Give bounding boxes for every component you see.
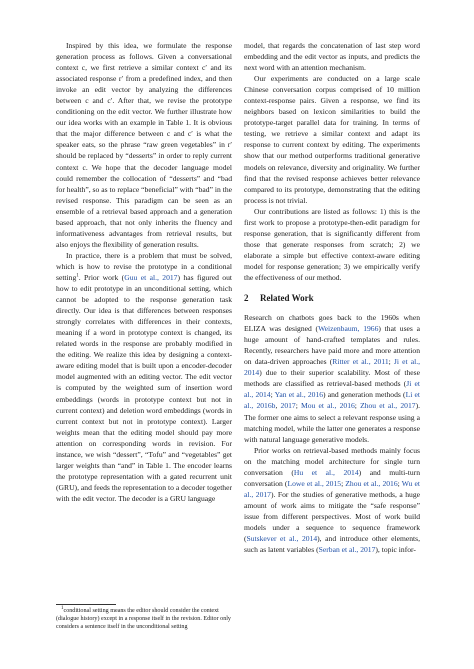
text-fragment: ). The former one aims to select a relevant response using a matching model, while the latter one generates a response with natural language generative models. — [244, 401, 420, 444]
paragraph-contributions: Our contributions are listed as follows: 1) this is the first work to propose a prototype-then-edit paradigm for response generation, that is significantly different from those that generate responses from scratch; 2) we elaborate a simple but effective context-aware editing model for response generation; 3) we empirically verify the effectiveness of our method. — [244, 206, 420, 282]
section-title: Related Work — [260, 293, 314, 304]
text-fragment: ). For the studies of generative methods, a huge amount of work aims to mitigate the “safe response” issue from different perspectives. Most of work build models under a sequence to sequence framework ( — [244, 489, 420, 544]
text-fragment: ; — [354, 401, 361, 411]
text-fragment: ; — [388, 357, 394, 367]
citation-link[interactable]: Sutskever et al., 2014 — [246, 534, 318, 544]
paragraph-related-chatbots — [244, 312, 420, 445]
footnote-ref[interactable]: 1 — [76, 273, 79, 279]
text-fragment: ) that uses a huge amount of hand-crafted templates and rules. Recently, researchers have paid more and more attention on data-driven approaches ( — [244, 324, 421, 367]
text-fragment: , — [275, 401, 281, 411]
paragraph-practice-text: In practice, there is a problem that must be solved, which is how to revise the prototype in a conditional setting — [56, 250, 232, 282]
citation-link[interactable]: Serban et al., 2017 — [318, 545, 376, 555]
section-heading — [244, 293, 420, 304]
citation-link[interactable]: Guu et al., 2017 — [124, 272, 178, 282]
text-fragment: ) has figured out how to edit prototype in an unconditional setting, which cannot be adopted to the response generation task directly. Our idea is that differences between responses strongly correlates with differences in their contexts, meaning if a word in prototype context is changed, its related words in the response are probably modified in the editing. We realize this idea by designing a context-aware editing model that is built upon a encoder-decoder model augmented with an editing vector. The edit vector is computed by the weighted sum of insertion word embeddings (words in prototype context but not in current context) and deletion word embeddings (words in current context but not in prototype context). Larger weights mean that the editing model should pay more attention on corresponding words in revision. For instance, we wish “dessert”, “Tofu” and “vegetables” get larger weights than “and” in Table 1. The encoder learns the prototype representation with a gated recurrent unit (GRU), and feeds the representation to a decoder together with the edit vector. The decoder is a GRU language — [56, 272, 233, 503]
paragraph-practice — [56, 250, 232, 504]
footnote-mark: 1 — [61, 605, 64, 611]
citation-link[interactable]: Zhou et al., 2016 — [345, 478, 398, 488]
paragraph-model-continuation: model, that regards the concatenation of last step word embedding and the edit vector as inputs, and predicts the next word with an attention mechanism. — [244, 41, 420, 73]
text-fragment: Research on chatbots goes back to the 1960s when ELIZA was designed ( — [244, 313, 420, 334]
text-fragment: ), and introduce other elements, such as latent variables ( — [244, 534, 421, 555]
citation-link[interactable]: Lowe et al., 2015 — [287, 478, 342, 488]
left-column — [56, 40, 232, 504]
text-fragment: ; — [397, 478, 402, 488]
citation-link[interactable]: Ji et al., 2014 — [244, 379, 420, 400]
citation-link[interactable]: Wu et al., 2017 — [244, 478, 420, 499]
text-fragment: ) due to their superior scalability. Most of these methods are classified as retrieval-based methods ( — [244, 368, 420, 389]
text-fragment: ) and multi-turn conversation ( — [244, 467, 420, 488]
citation-link[interactable]: Ji et al., 2014 — [244, 357, 420, 378]
section-number: 2 — [244, 293, 249, 304]
paragraph-retrieval-methods — [244, 445, 420, 555]
footnote-divider — [56, 604, 116, 605]
citation-link[interactable]: Yan et al., 2016 — [274, 390, 324, 400]
paragraph-intro-idea: Inspired by this idea, we formulate the response generation process as follows. Given a conversational context c, we first retrieve a similar context c′ and its associated response r′ from a predefined index, and then invoke an edit vector by analyzing the differences between c and c′. After that, we revise the prototype conditioning on the edit vector. We further illustrate how our idea works with an example in Table 1. It is obvious that the major difference between c and c′ is what the speaker eats, so the phrase “raw green vegetables” in r′ should be replaced by “desserts” in order to reply current context c. We hope that the decoder language model could remember the collocation of “desserts” and “bad for health”, so as to replace “beneficial” with “bad” in the revised response. This paradigm can be seen as an ensemble of a retrieval based approach and a generation based approach, that not only inherits the fluency and informativeness advantages from retrieval results, but also enjoys the flexibility of generation results. — [56, 41, 232, 249]
citation-link[interactable]: Mou et al., 2016 — [300, 401, 355, 411]
right-column — [244, 40, 420, 555]
text-fragment: ; — [341, 478, 346, 488]
footnote — [56, 607, 232, 632]
text-fragment: ) and generation methods ( — [323, 390, 406, 400]
text-fragment: Prior works on retrieval-based methods mainly focus on the matching model architecture for single turn conversation ( — [244, 445, 420, 477]
citation-link[interactable]: Li et al., 2016b — [244, 390, 420, 411]
footnote-text: conditional setting means the editor should consider the context (dialogue history) except in a response itself in the revision. Editor only considers a sentence itself in the unconditional setting — [56, 608, 231, 631]
text-fragment: ), topic infor- — [375, 545, 416, 555]
text-fragment: ; — [270, 390, 275, 400]
citation-link[interactable]: 2017 — [280, 401, 296, 411]
citation-link[interactable]: Hu et al., 2014 — [293, 467, 359, 477]
citation-link[interactable]: Zhou et al., 2017 — [360, 401, 416, 411]
citation-link[interactable]: Weizenbaum, 1966 — [318, 324, 379, 334]
text-fragment: . Prior work ( — [78, 272, 125, 282]
text-fragment: ; — [295, 401, 301, 411]
citation-link[interactable]: Ritter et al., 2011 — [332, 357, 389, 367]
paragraph-experiments: Our experiments are conducted on a large scale Chinese conversation corpus comprised of 10 million context-response pairs. Given a response, we find its neighbors based on lexicon similarities to build the prototype-target parallel data for training. In terms of testing, we retrieve a similar context and adapt its response to current context by editing. The experiments show that our method outperforms traditional generative models on relevance, diversity and originality. We further find that the revised response achieves better relevance compared to its prototype, demonstrating that the editing process is not trivial. — [244, 74, 420, 205]
